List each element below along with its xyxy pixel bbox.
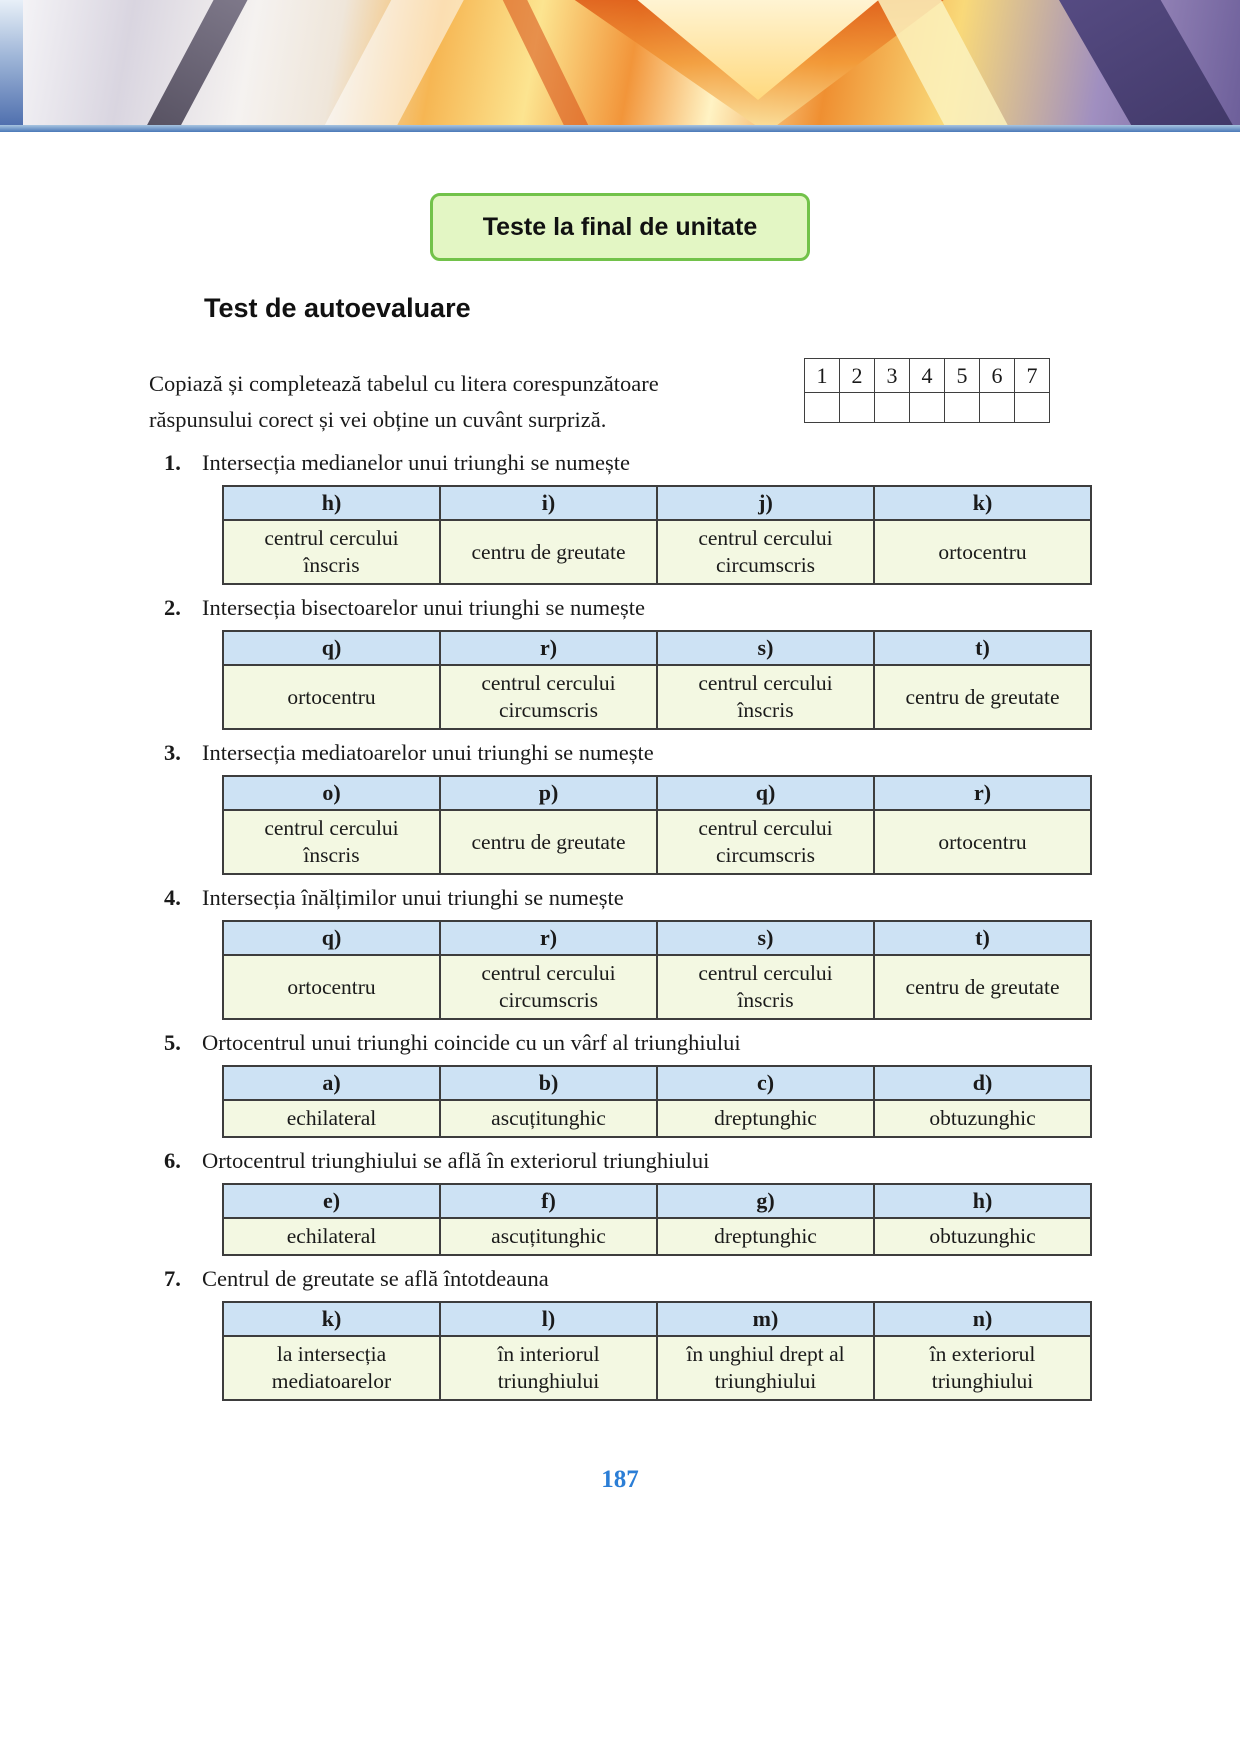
question-text: Intersecția bisectoarelor unui triunghi se numește bbox=[202, 595, 645, 620]
options-table bbox=[222, 1301, 1092, 1401]
option-value: centrul cercului circumscris bbox=[440, 955, 657, 1019]
option-letters-row bbox=[223, 921, 1091, 955]
answer-grid-cell bbox=[910, 393, 945, 423]
option-letter: a) bbox=[223, 1066, 440, 1100]
question-line bbox=[160, 450, 1100, 476]
option-values-row bbox=[223, 955, 1091, 1019]
options-table bbox=[222, 1065, 1092, 1138]
option-value: centrul cercului circumscris bbox=[657, 520, 874, 584]
option-value: echilateral bbox=[223, 1100, 440, 1137]
option-value: în exteriorul triunghiului bbox=[874, 1336, 1091, 1400]
option-letters-row bbox=[223, 1066, 1091, 1100]
option-value: centru de greutate bbox=[874, 665, 1091, 729]
option-letter: n) bbox=[874, 1302, 1091, 1336]
questions-list bbox=[160, 450, 1100, 1411]
option-value: ascuțitunghic bbox=[440, 1218, 657, 1255]
question-2 bbox=[160, 595, 1100, 730]
question-line bbox=[160, 1266, 1100, 1292]
option-value: dreptunghic bbox=[657, 1100, 874, 1137]
option-letter: t) bbox=[874, 631, 1091, 665]
option-letters-row bbox=[223, 1302, 1091, 1336]
option-letter: o) bbox=[223, 776, 440, 810]
answer-grid-cell bbox=[980, 393, 1015, 423]
option-value: centrul cercului înscris bbox=[657, 955, 874, 1019]
question-line bbox=[160, 595, 1100, 621]
option-letter: s) bbox=[657, 921, 874, 955]
option-values-row bbox=[223, 665, 1091, 729]
options-table bbox=[222, 920, 1092, 1020]
left-accent-stripe bbox=[0, 0, 23, 126]
option-value: în unghiul drept al triunghiului bbox=[657, 1336, 874, 1400]
question-3 bbox=[160, 740, 1100, 875]
answer-grid-cell bbox=[945, 393, 980, 423]
option-values-row bbox=[223, 520, 1091, 584]
question-text: Ortocentrul triunghiului se află în exteriorul triunghiului bbox=[202, 1148, 710, 1173]
option-letter: g) bbox=[657, 1184, 874, 1218]
question-line bbox=[160, 885, 1100, 911]
question-text: Intersecția înălțimilor unui triunghi se numește bbox=[202, 885, 624, 910]
option-value: ortocentru bbox=[223, 955, 440, 1019]
option-letter: f) bbox=[440, 1184, 657, 1218]
question-number: 4. bbox=[164, 885, 181, 910]
option-letter: h) bbox=[223, 486, 440, 520]
question-5 bbox=[160, 1030, 1100, 1138]
options-table bbox=[222, 485, 1092, 585]
page-title: Test de autoevaluare bbox=[204, 293, 471, 323]
option-value: centrul cercului circumscris bbox=[657, 810, 874, 874]
answer-grid-header-row bbox=[805, 359, 1050, 393]
option-letters-row bbox=[223, 776, 1091, 810]
answer-grid-number: 1 bbox=[805, 359, 840, 393]
question-number: 2. bbox=[164, 595, 181, 620]
option-letter: j) bbox=[657, 486, 874, 520]
banner-beam bbox=[282, 0, 489, 126]
option-letter: h) bbox=[874, 1184, 1091, 1218]
instructions-text: Copiază și completează tabelul cu litera corespunzătoare răspunsului corect și vei obține un cuvânt surpriză. bbox=[149, 371, 659, 432]
unit-tests-title-box bbox=[430, 193, 810, 261]
answer-grid-cell bbox=[805, 393, 840, 423]
page-number: 187 bbox=[601, 1466, 639, 1493]
option-value: ortocentru bbox=[223, 665, 440, 729]
answer-grid-number: 7 bbox=[1015, 359, 1050, 393]
answer-grid-cell bbox=[875, 393, 910, 423]
answer-grid-number: 5 bbox=[945, 359, 980, 393]
option-letter: i) bbox=[440, 486, 657, 520]
answer-grid-number: 2 bbox=[840, 359, 875, 393]
question-4 bbox=[160, 885, 1100, 1020]
option-value: obtuzunghic bbox=[874, 1100, 1091, 1137]
option-letter: q) bbox=[223, 631, 440, 665]
question-number: 6. bbox=[164, 1148, 181, 1173]
option-letter: c) bbox=[657, 1066, 874, 1100]
answer-grid-cell bbox=[1015, 393, 1050, 423]
option-value: la intersecția mediatoarelor bbox=[223, 1336, 440, 1400]
question-text: Intersecția mediatoarelor unui triunghi se numește bbox=[202, 740, 654, 765]
question-number: 5. bbox=[164, 1030, 181, 1055]
option-letter: k) bbox=[223, 1302, 440, 1336]
option-letter: d) bbox=[874, 1066, 1091, 1100]
option-values-row bbox=[223, 1218, 1091, 1255]
option-letter: m) bbox=[657, 1302, 874, 1336]
question-line bbox=[160, 1148, 1100, 1174]
option-value: echilateral bbox=[223, 1218, 440, 1255]
option-letters-row bbox=[223, 486, 1091, 520]
option-letter: t) bbox=[874, 921, 1091, 955]
option-letter: q) bbox=[223, 921, 440, 955]
question-number: 3. bbox=[164, 740, 181, 765]
option-letter: e) bbox=[223, 1184, 440, 1218]
question-line bbox=[160, 1030, 1100, 1056]
option-value: centrul cercului înscris bbox=[223, 520, 440, 584]
answer-grid-number: 3 bbox=[875, 359, 910, 393]
option-letter: p) bbox=[440, 776, 657, 810]
unit-tests-title-label: Teste la final de unitate bbox=[482, 212, 758, 241]
question-text: Intersecția medianelor unui triunghi se numește bbox=[202, 450, 630, 475]
option-value: dreptunghic bbox=[657, 1218, 874, 1255]
question-text: Ortocentrul unui triunghi coincide cu un vârf al triunghiului bbox=[202, 1030, 741, 1055]
option-letter: b) bbox=[440, 1066, 657, 1100]
option-letter: k) bbox=[874, 486, 1091, 520]
option-letter: s) bbox=[657, 631, 874, 665]
question-number: 7. bbox=[164, 1266, 181, 1291]
banner-divider-line bbox=[0, 125, 1240, 132]
question-number: 1. bbox=[164, 450, 181, 475]
answer-grid-cell bbox=[840, 393, 875, 423]
option-letter: q) bbox=[657, 776, 874, 810]
option-value: centrul cercului înscris bbox=[223, 810, 440, 874]
options-table bbox=[222, 1183, 1092, 1256]
option-letters-row bbox=[223, 631, 1091, 665]
question-7 bbox=[160, 1266, 1100, 1401]
option-value: centru de greutate bbox=[874, 955, 1091, 1019]
banner-beam bbox=[1038, 0, 1240, 126]
option-letter: r) bbox=[440, 921, 657, 955]
option-letter: r) bbox=[874, 776, 1091, 810]
option-value: ascuțitunghic bbox=[440, 1100, 657, 1137]
option-letters-row bbox=[223, 1184, 1091, 1218]
option-value: în interiorul triunghiului bbox=[440, 1336, 657, 1400]
option-values-row bbox=[223, 1100, 1091, 1137]
option-value: centrul cercului circumscris bbox=[440, 665, 657, 729]
option-value: centru de greutate bbox=[440, 520, 657, 584]
answer-grid-number: 6 bbox=[980, 359, 1015, 393]
question-text: Centrul de greutate se află întotdeauna bbox=[202, 1266, 549, 1291]
options-table bbox=[222, 630, 1092, 730]
option-letter: l) bbox=[440, 1302, 657, 1336]
option-value: centrul cercului înscris bbox=[657, 665, 874, 729]
question-6 bbox=[160, 1148, 1100, 1256]
answer-grid-number: 4 bbox=[910, 359, 945, 393]
options-table bbox=[222, 775, 1092, 875]
question-1 bbox=[160, 450, 1100, 585]
option-value: centru de greutate bbox=[440, 810, 657, 874]
option-letter: r) bbox=[440, 631, 657, 665]
banner-beam bbox=[100, 0, 277, 126]
option-value: ortocentru bbox=[874, 810, 1091, 874]
answer-grid-table bbox=[804, 358, 1050, 423]
banner-image bbox=[23, 0, 1240, 126]
option-values-row bbox=[223, 810, 1091, 874]
option-value: ortocentru bbox=[874, 520, 1091, 584]
option-value: obtuzunghic bbox=[874, 1218, 1091, 1255]
option-values-row bbox=[223, 1336, 1091, 1400]
answer-grid-blank-row bbox=[805, 393, 1050, 423]
question-line bbox=[160, 740, 1100, 766]
